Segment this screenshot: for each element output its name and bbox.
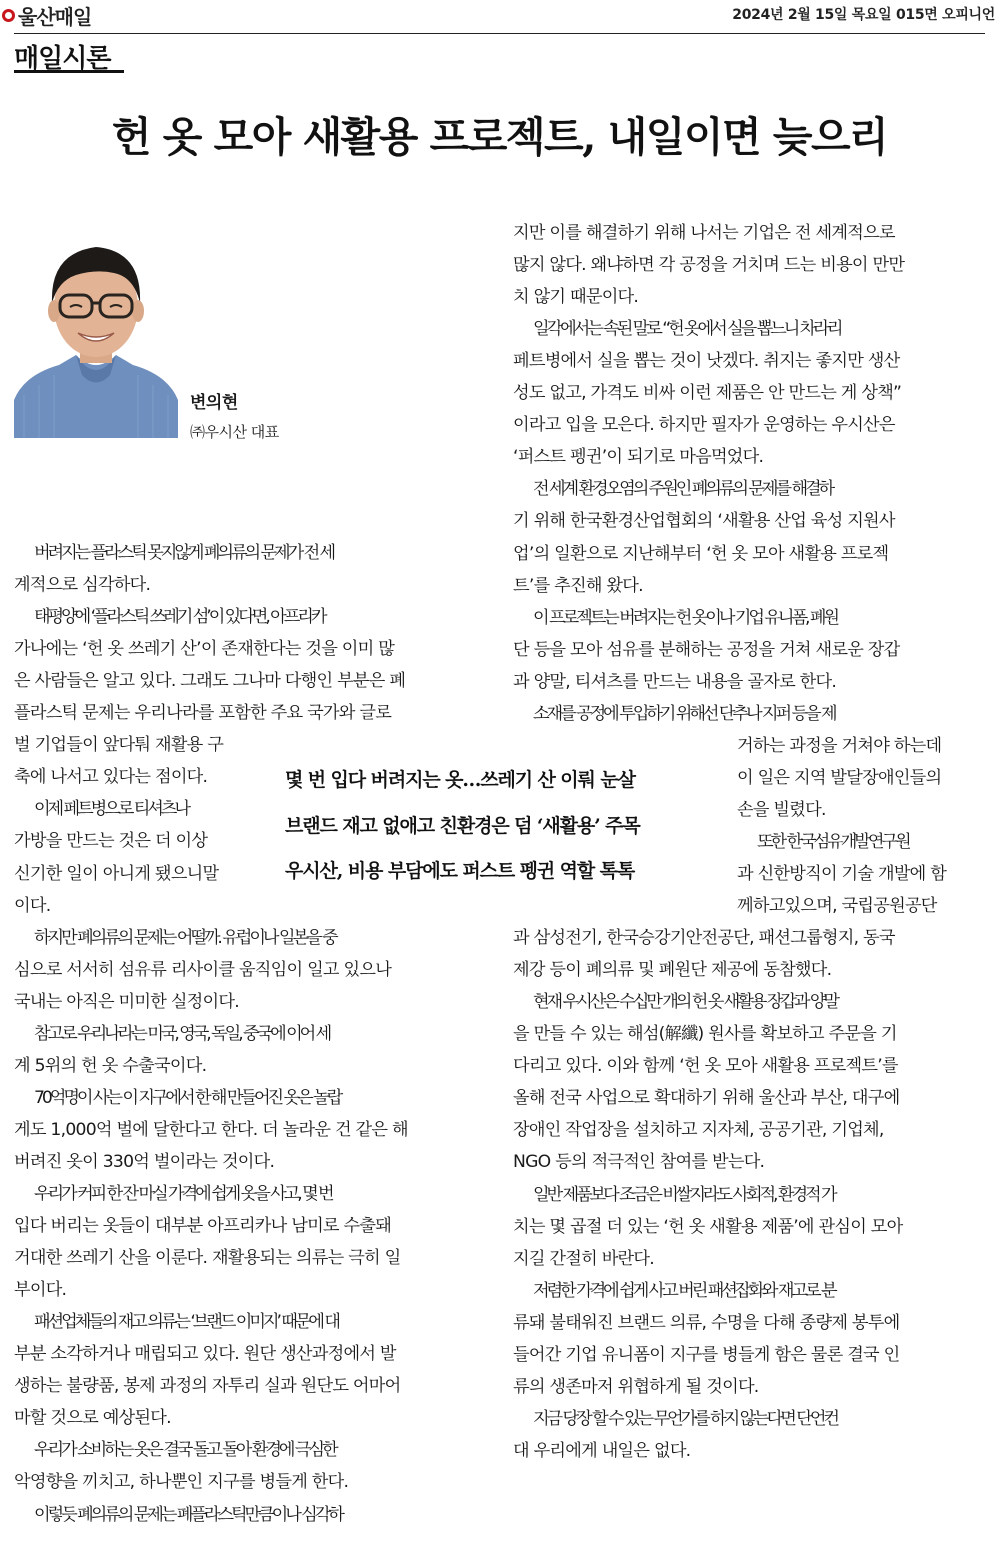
article-line: 들어간 기업 유니폼이 지구를 병들게 함은 물론 결국 인 bbox=[513, 1344, 900, 1365]
article-line: 다리고 있다. 이와 함께 ‘헌 옷 모아 새활용 프로젝트’를 bbox=[513, 1056, 898, 1077]
newspaper-logo bbox=[2, 2, 91, 28]
article-line: 제강 등이 폐의류 및 폐원단 제공에 동참했다. bbox=[513, 960, 832, 981]
pull-quote-line: 우시산, 비용 부담에도 퍼스트 펭귄 역할 톡톡 bbox=[285, 860, 635, 882]
article-line: 패션업체들의 재고 의류는 ‘브랜드 이미지’ 때문에 대 bbox=[34, 1312, 338, 1333]
article-line: 버려진 옷이 330억 벌이라는 것이다. bbox=[14, 1151, 275, 1172]
article-line: 치는 몇 곱절 더 있는 ‘헌 옷 새활용 제품’에 관심이 모아 bbox=[513, 1216, 903, 1237]
article-line: 올해 전국 사업으로 확대하기 위해 울산과 부산, 대구에 bbox=[513, 1088, 900, 1109]
logo-mark-icon bbox=[2, 9, 15, 22]
article-line: 또한 한국섬유개발연구원 bbox=[757, 831, 909, 852]
article-line: 계적으로 심각하다. bbox=[14, 575, 151, 596]
article-line: 지만 이를 해결하기 위해 나서는 기업은 전 세계적으로 bbox=[513, 223, 895, 243]
article-line: 과 삼성전기, 한국승강기안전공단, 패션그룹형지, 동국 bbox=[513, 928, 895, 949]
article-line: 과 양말, 티셔츠를 만드는 내용을 골자로 한다. bbox=[513, 671, 837, 692]
article-line: 페트병에서 실을 뽑는 것이 낫겠다. 취지는 좋지만 생산 bbox=[513, 351, 900, 372]
article-line: 거대한 쓰레기 산을 이룬다. 재활용되는 의류는 극히 일 bbox=[14, 1248, 401, 1269]
article-line: 플라스틱 문제는 우리나라를 포함한 주요 국가와 글로 bbox=[14, 703, 392, 724]
article-line: 지길 간절히 바란다. bbox=[513, 1248, 654, 1269]
article-line: 버려지는 플라스틱 못지않게 폐의류의 문제가 전 세 bbox=[34, 543, 334, 563]
article-line: 이 프로젝트는 버려지는 헌 옷이나 기업 유니폼, 폐원 bbox=[533, 607, 837, 628]
top-divider bbox=[14, 33, 985, 34]
article-line: 거하는 과정을 거쳐야 하는데 bbox=[737, 735, 942, 756]
article-line: 손을 빌렸다. bbox=[737, 799, 826, 820]
article-line: 과 신한방직이 기술 개발에 함 bbox=[737, 864, 947, 884]
article-line: 가방을 만드는 것은 더 이상 bbox=[14, 831, 208, 852]
section-label: 매일시론 bbox=[14, 44, 111, 74]
article-line: 이렇듯 폐의류의 문제는 폐플라스틱만큼이나 심각하 bbox=[34, 1504, 342, 1525]
pull-quote-line: 브랜드 재고 없애고 친환경은 덤 ‘새활용’ 주목 bbox=[285, 815, 640, 837]
article-line: 입다 버리는 옷들이 대부분 아프리카나 남미로 수출돼 bbox=[14, 1216, 392, 1237]
article-line: 많지 않다. 왜냐하면 각 공정을 거치며 드는 비용이 만만 bbox=[513, 255, 905, 276]
article-line: 업’의 일환으로 지난해부터 ‘헌 옷 모아 새활용 프로젝 bbox=[513, 543, 889, 564]
article-line: 태평양에 ‘플라스틱 쓰레기 섬’이 있다면, 아프리카 bbox=[34, 607, 325, 628]
article-line: 신기한 일이 아니게 됐으니말 bbox=[14, 863, 219, 884]
article-line: 단 등을 모아 섬유를 분해하는 공정을 거쳐 새로운 장갑 bbox=[513, 639, 900, 660]
article-line: 저렴한 가격에 쉽게 사고 버린 패션잡화와 재고로 분 bbox=[533, 1280, 835, 1301]
author-portrait-icon bbox=[14, 225, 178, 438]
article-line: 트’를 추진해 왔다. bbox=[513, 575, 643, 596]
article-line: 장애인 작업장을 설치하고 지자체, 공공기관, 기업체, bbox=[513, 1120, 884, 1141]
article-line: 참고로 우리나라는 미국, 영국, 독일, 중국에 이어 세 bbox=[34, 1023, 330, 1044]
article-line: 계 5위의 헌 옷 수출국이다. bbox=[14, 1055, 207, 1076]
article-line: 생하는 불량품, 봉제 과정의 자투리 실과 원단도 어마어 bbox=[14, 1376, 401, 1397]
article-line: 성도 없고, 가격도 비싸 이런 제품은 안 만드는 게 상책” bbox=[513, 383, 902, 404]
article-line: 이라고 입을 모은다. 하지만 필자가 운영하는 우시산은 bbox=[513, 415, 895, 436]
article-line: 일반 제품보다 조금은 비쌀지라도 사회적, 환경적 가 bbox=[533, 1184, 835, 1205]
article-line: 하지만 폐의류의 문제는 어떨까. 유럽이나 일본을 중 bbox=[34, 927, 336, 948]
logo-text: 울산매일 bbox=[18, 4, 92, 29]
article-line: 일각에서는 속된 말로 “헌 옷에서 실을 뽑느니 차라리 bbox=[533, 319, 841, 340]
dateline: 2024년 2월 15일 목요일 015면 오피니언 bbox=[732, 7, 995, 23]
article-line: 대 우리에게 내일은 없다. bbox=[513, 1440, 691, 1461]
article-line: 이제 페트병으로 티셔츠나 bbox=[34, 799, 188, 820]
article-line: 류의 생존마저 위협하게 될 것이다. bbox=[513, 1376, 759, 1397]
article-line: 벌 기업들이 앞다퉈 재활용 구 bbox=[14, 735, 224, 756]
article-line: 우리가 커피 한 잔 마실 가격에 쉽게 옷을 사고, 몇 번 bbox=[34, 1184, 332, 1204]
article-line: 가나에는 ‘헌 옷 쓰레기 산’이 존재한다는 것을 이미 많 bbox=[14, 639, 395, 660]
article-line: 부분 소각하거나 매립되고 있다. 원단 생산과정에서 발 bbox=[14, 1344, 396, 1365]
article-line: 게도 1,000억 벌에 달한다고 한다. 더 놀라운 건 같은 해 bbox=[14, 1119, 408, 1140]
article-line: 악영향을 끼치고, 하나뿐인 지구를 병들게 한다. bbox=[14, 1472, 349, 1493]
article-line: 치 않기 때문이다. bbox=[513, 287, 639, 308]
article-line: 이다. bbox=[14, 895, 51, 916]
article-line: 현재 우시산은 수십만 개의 헌 옷 새활용 장갑과 양말 bbox=[533, 992, 837, 1013]
article-line: 우리가 소비하는 옷은 결국 돌고 돌아 환경에 극심한 bbox=[34, 1440, 336, 1461]
article-line: ‘퍼스트 펭귄’이 되기로 마음먹었다. bbox=[513, 447, 764, 468]
article-line: 께하고있으며, 국립공원공단 bbox=[737, 896, 937, 917]
article-line: 은 사람들은 알고 있다. 그래도 그나마 다행인 부분은 폐 bbox=[14, 671, 406, 692]
article-line: 70억명이 사는 이 지구에서 한 해 만들어진 옷은 놀랍 bbox=[34, 1087, 341, 1108]
article-line: 기 위해 한국환경산업협회의 ‘새활용 산업 육성 지원사 bbox=[513, 511, 895, 532]
author-photo bbox=[14, 225, 178, 438]
article-line: 부이다. bbox=[14, 1280, 67, 1301]
article-line: 소재를 공정에 투입하기 위해선 단추나 지퍼 등을 제 bbox=[533, 703, 835, 724]
article-line: 류돼 불태워진 브랜드 의류, 수명을 다해 종량제 봉투에 bbox=[513, 1312, 900, 1333]
article-line: 전 세계 환경오염의 주원인 폐의류의 문제를 해결하 bbox=[533, 479, 833, 500]
article-line: 국내는 아직은 미미한 실정이다. bbox=[14, 991, 239, 1012]
author-title: ㈜우시산 대표 bbox=[190, 423, 279, 441]
headline: 헌 옷 모아 새활용 프로젝트, 내일이면 늦으리 bbox=[111, 113, 888, 161]
article-line: 축에 나서고 있다는 점이다. bbox=[14, 767, 208, 788]
section-underline bbox=[14, 70, 124, 73]
article-line: NGO 등의 적극적인 참여를 받는다. bbox=[513, 1152, 765, 1173]
article-line: 지금 당장 할 수 있는 무언가를 하지 않는다면 단언컨 bbox=[533, 1408, 837, 1429]
article-line: 을 만들 수 있는 해섬(解纖) 원사를 확보하고 주문을 기 bbox=[513, 1024, 897, 1045]
article-line: 이 일은 지역 발달장애인들의 bbox=[737, 767, 942, 788]
article-line: 마할 것으로 예상된다. bbox=[14, 1408, 171, 1429]
pull-quote-line: 몇 번 입다 버려지는 옷…쓰레기 산 이뤄 눈살 bbox=[285, 769, 635, 791]
article-line: 심으로 서서히 섬유류 리사이클 움직임이 일고 있으나 bbox=[14, 959, 392, 980]
author-name: 변의현 bbox=[190, 393, 238, 413]
